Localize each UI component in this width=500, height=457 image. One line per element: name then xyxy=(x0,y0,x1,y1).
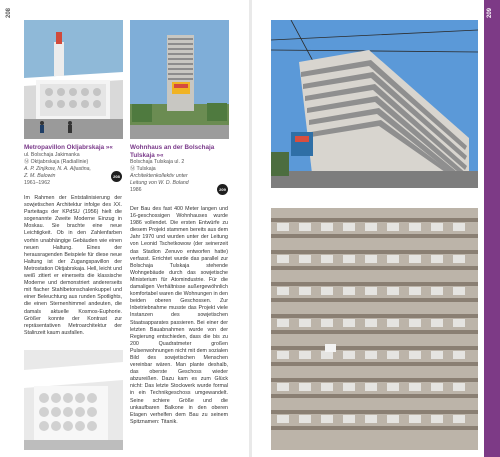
entry-1-body: Im Rahmen der Entstalinisierung der sowjetischen Architektur infolge des XX. Parteitags der KPdSU (1956) hielt die sogenannte Zweite Moderne Einzug in Moskau. Sie brachte eine neue Leichtigkeit. Ob in den Zahlenfarben vorhin unabhängige Gebäuden wie einen neuen Haltung. Eines der herausragenden Beispiele für diese neue Haltung ist der Zugangspavillon der Metrostation Oktjabrskaja. Hell, leicht und weiß zitiert er einerseits die klassische Moderne und demonstriert andererseits mit flacher Stahlbetonschalenkuppel und einer Beleuchtung aus runden Spotlights, die einen Sternenhimmel andeuten, die damals aktuelle Kosmos-Euphorie. Größer konnte der Kontrast zur repräsentativen Metroarchitektur der Stalinzeit kaum ausfallen. xyxy=(24,195,122,336)
entry-2-map-badge[interactable]: 209 xyxy=(217,184,228,195)
entry-2-title: Wohnhaus an der Bolschaja Tulskaja »« xyxy=(130,144,215,159)
chapter-sidebar xyxy=(484,0,500,457)
entry-1-years: 1961–1962 xyxy=(24,180,50,186)
tulskaja-house-perspective-photo xyxy=(271,20,478,188)
era-label: 1955–1990 xyxy=(478,312,484,340)
facade-closeup-photo xyxy=(271,208,478,450)
entry-2-address: Bolschaja Tulskaja ul. 2 xyxy=(130,159,185,165)
entry-2-years: 1986 xyxy=(130,187,142,193)
entry-1-address: ul. Bolschaja Jakimanka xyxy=(24,152,80,158)
entry-2-body: Der Bau des fast 400 Meter langen und 16-geschossigen Wohnhauses wurde 1986 vollendet. Die ersten Entwürfe zu diesem Projekt stammen bereits aus dem Jahr 1970 und wurden unter der Leitung von Leonid Tschetkowow (der seinerzeit das Stadion Zenuvo entworfen hatte) verfasst. Errichtet wurde das parallel zur Bolschaja Tulskaja stehende Wohngebäude durch das sowjetische Ministerium für Atomindustrie. Für die damaligen Verhältnisse außergewöhnlich komfortabel waren die Wohnungen in den beiden oberen Geschossen. Zur Inbetriebnahme musste das Projekt viele Instanzen des sowjetischen Staatsapparates passieren. Bei einer der letzten Bauabnahmen wurde von der Regierung entschieden, dass die bis zu 200 Quadratmeter großen Pulsenwohnungen nicht mit dem sozialen Bild des sowjetischen Menschen vereinbar wären. Man plante deshalb, das oberste Geschoss wieder abzureißen. Dazu kam es zum Glück nicht: Das letzte Stockwerk wurde formal in ein Technikgeschoss umgewandelt. Seine schiere Größe und die unkaufbaren Balkone in den oberen Etagen verhelfen dem Bau zu seinem Spitznamen: Titanik. xyxy=(130,206,228,425)
entry-2-metro: Ⓜ Tulskaja xyxy=(130,166,156,172)
tulskaja-house-photo xyxy=(130,20,229,139)
entry-1-map-badge[interactable]: 208 xyxy=(111,171,122,182)
metro-pavilion-photo xyxy=(24,20,123,139)
pavilion-detail-photo xyxy=(24,350,123,450)
entry-1-architects: A. P. Zinjikow, N. A. Aljastina, xyxy=(24,166,91,172)
entry-1-architects-2: Z. M. Balowin xyxy=(24,173,56,179)
page-number-right: 209 xyxy=(487,7,494,19)
entry-1-metro: Ⓜ Oktjabrskaja (Radiallinie) xyxy=(24,159,89,165)
page-number-left: 208 xyxy=(6,7,13,19)
entry-2-architects-2: Leitung von W. D. Boland xyxy=(130,180,189,186)
entry-2-architects: Architektenkollektiv unter xyxy=(130,173,188,179)
entry-1-title: Metropavillon Okljabrskaja »« xyxy=(24,144,113,151)
